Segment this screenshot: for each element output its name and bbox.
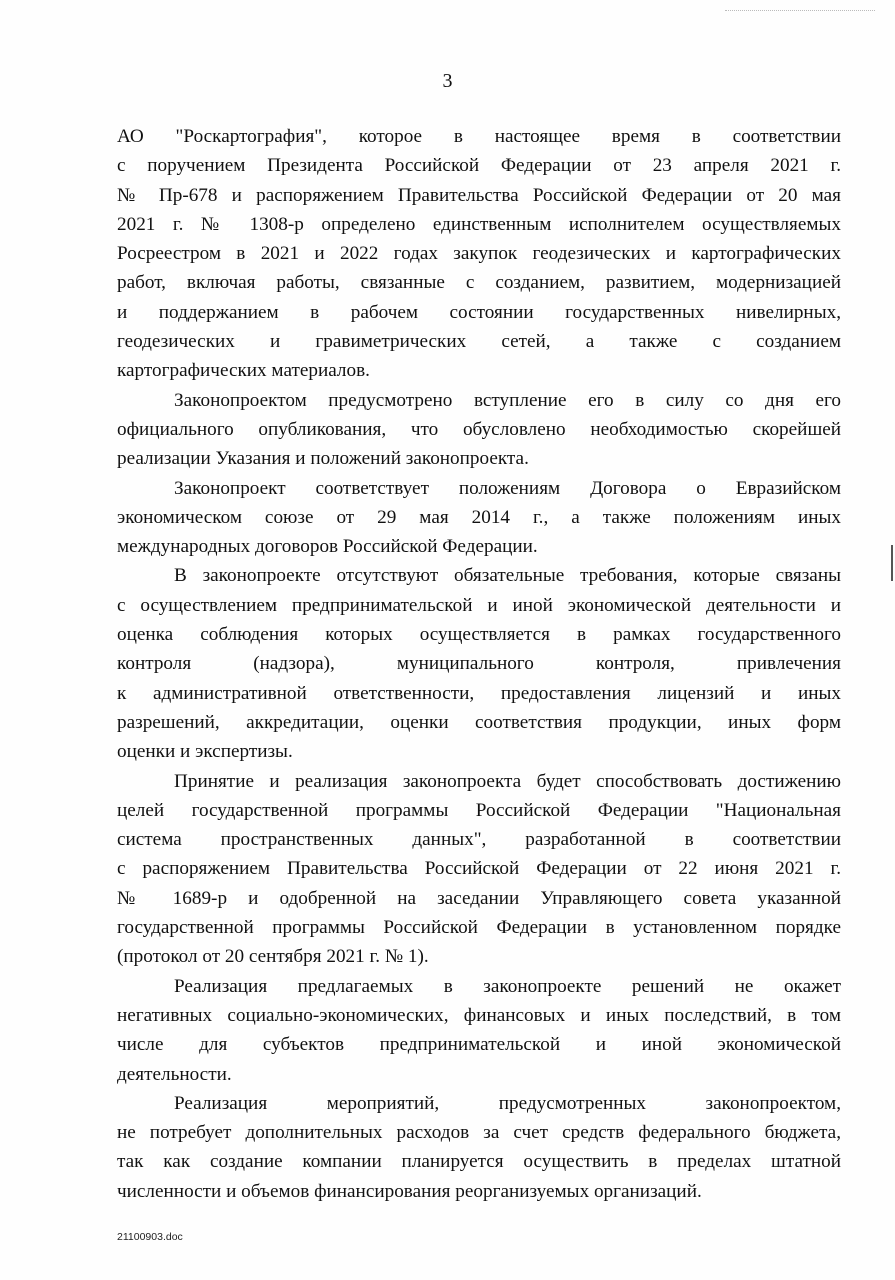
footer-file-name: 21100903.doc — [117, 1231, 183, 1243]
text-line: официального опубликования, что обусловлено необходимостью скорейшей — [117, 418, 841, 440]
page-number: 3 — [442, 70, 453, 92]
text-line: и поддержанием в рабочем состоянии государственных нивелирных, — [117, 301, 841, 323]
text-line: не потребует дополнительных расходов за счет средств федерального бюджета, — [117, 1122, 841, 1144]
text-line: экономическом союзе от 29 мая 2014 г., а также положениям иных — [117, 506, 841, 528]
text-line: Законопроектом предусмотрено вступление его в силу со дня его — [174, 389, 841, 411]
text-line: Реализация предлагаемых в законопроекте решений не окажет — [174, 975, 841, 997]
text-line: с осуществлением предпринимательской и иной экономической деятельности и — [117, 594, 841, 616]
paragraph — [117, 122, 841, 386]
text-line: контроля (надзора), муниципального контроля, привлечения — [117, 653, 841, 675]
text-line: деятельности. — [117, 1063, 232, 1085]
text-line: к административной ответственности, предоставления лицензий и иных — [117, 682, 841, 704]
text-line: Принятие и реализация законопроекта будет способствовать достижению — [174, 770, 841, 792]
scan-artifact — [725, 10, 875, 15]
text-line: работ, включая работы, связанные с созданием, развитием, модернизацией — [117, 272, 841, 294]
text-line: (протокол от 20 сентября 2021 г. № 1). — [117, 946, 429, 968]
text-line: оценки и экспертизы. — [117, 741, 293, 763]
text-line: Законопроект соответствует положениям Договора о Евразийском — [174, 477, 841, 499]
text-line: 2021 г. № 1308-р определено единственным исполнителем осуществляемых — [117, 213, 841, 235]
scan-edge-mark — [891, 545, 893, 581]
text-line: числе для субъектов предпринимательской и иной экономической — [117, 1034, 841, 1056]
text-line: разрешений, аккредитации, оценки соответствия продукции, иных форм — [117, 711, 841, 733]
text-line: В законопроекте отсутствуют обязательные требования, которые связаны — [174, 565, 841, 587]
paragraph — [117, 972, 841, 1089]
text-line: № 1689-р и одобренной на заседании Управляющего совета указанной — [117, 887, 841, 909]
paragraph — [117, 474, 841, 562]
paragraph — [117, 561, 841, 766]
document-body — [117, 122, 841, 1206]
text-line: государственной программы Российской Федерации в установленном порядке — [117, 917, 841, 939]
text-line: целей государственной программы Российской Федерации "Национальная — [117, 799, 841, 821]
text-line: с поручением Президента Российской Федерации от 23 апреля 2021 г. — [117, 155, 841, 177]
text-line: негативных социально-экономических, финансовых и иных последствий, в том — [117, 1004, 841, 1026]
text-line: международных договоров Российской Федерации. — [117, 536, 538, 558]
text-line: так как создание компании планируется осуществить в пределах штатной — [117, 1151, 841, 1173]
text-line: АО "Роскартография", которое в настоящее время в соответствии — [117, 126, 841, 147]
text-line: Реализация мероприятий, предусмотренных законопроектом, — [174, 1092, 841, 1114]
paragraph — [117, 767, 841, 972]
paragraph — [117, 1089, 841, 1206]
text-line: система пространственных данных", разработанной в соответствии — [117, 829, 841, 851]
text-line: картографических материалов. — [117, 360, 370, 382]
text-line: оценка соблюдения которых осуществляется в рамках государственного — [117, 624, 841, 646]
paragraph — [117, 386, 841, 474]
text-line: геодезических и гравиметрических сетей, а также с созданием — [117, 331, 841, 353]
text-line: реализации Указания и положений законопроекта. — [117, 448, 529, 470]
text-line: Росреестром в 2021 и 2022 годах закупок геодезических и картографических — [117, 243, 841, 265]
text-line: № Пр-678 и распоряжением Правительства Российской Федерации от 20 мая — [117, 184, 841, 206]
text-line: численности и объемов финансирования реорганизуемых организаций. — [117, 1180, 702, 1202]
text-line: с распоряжением Правительства Российской Федерации от 22 июня 2021 г. — [117, 858, 841, 880]
